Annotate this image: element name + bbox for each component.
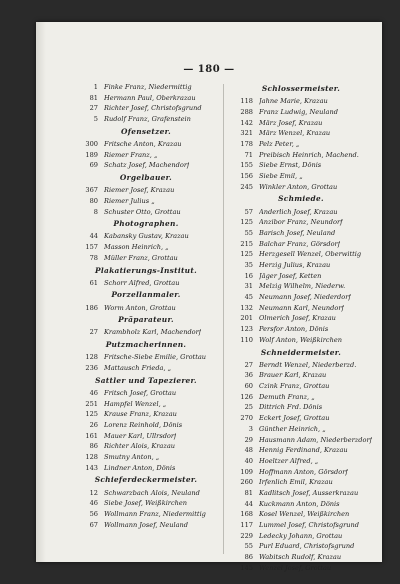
section-heading: Putzmacherinnen.	[105, 340, 187, 350]
directory-entry	[72, 509, 220, 520]
house-number: 125	[240, 250, 253, 259]
house-number: 25	[244, 403, 253, 412]
entry-name: Finke Franz, Niedermittig	[104, 83, 192, 91]
directory-entry	[72, 93, 220, 104]
entry-name: Lummel Josef, Christofsgrund	[259, 521, 360, 529]
entry-name: Barisch Josef, Neuland	[259, 228, 336, 237]
directory-entry	[227, 509, 375, 520]
house-number: 161	[85, 431, 98, 440]
entry-name: Olmerich Josef, Krazau	[259, 314, 336, 323]
house-number: 142	[240, 118, 253, 127]
house-number: 86	[244, 553, 253, 562]
directory-entry	[72, 185, 220, 196]
entry-name: Mauer Karl, Ullrsdorf	[104, 431, 177, 440]
house-number: 143	[85, 463, 98, 472]
directory-entry	[227, 281, 375, 292]
entry-name: Czink Franz, Grottau	[259, 382, 330, 391]
directory-entry	[72, 150, 220, 161]
entry-name: Kabansky Gustav, Krazau	[104, 232, 189, 241]
directory-entry	[72, 352, 220, 363]
entry-name: Fritsche Anton, Krazau	[104, 139, 182, 148]
page-number: — 180 —	[183, 64, 235, 75]
house-number: 201	[240, 314, 253, 323]
entry-name: März Wenzel, Krazau	[259, 129, 331, 138]
section-heading: Ofensetzer.	[121, 126, 171, 136]
house-number: 27	[89, 104, 98, 113]
house-number: 45	[244, 293, 253, 302]
house-number: 178	[240, 139, 253, 148]
entry-name: Ledecky Johann, Grottau	[259, 531, 343, 540]
page-spine	[36, 22, 46, 562]
house-number: 260	[240, 478, 253, 487]
left-column	[72, 82, 220, 530]
directory-entry	[227, 381, 375, 392]
directory-entry	[227, 96, 375, 107]
entry-name: Kuckmann Anton, Dönis	[259, 499, 340, 508]
column-divider	[223, 84, 224, 554]
directory-entry	[72, 114, 220, 125]
entry-name: Jahne Marie, Krazau	[259, 97, 328, 106]
directory-entry	[227, 292, 375, 303]
house-number: 3	[248, 424, 253, 433]
entry-name: Lorenz Reinhold, Dönis	[104, 420, 183, 429]
entry-name: Wolf Anton, Weißkirchen	[259, 335, 343, 344]
house-number: 81	[244, 488, 253, 497]
entry-name: März Josef, Krazau	[259, 118, 323, 127]
house-number: 321	[240, 129, 253, 138]
directory-entry	[227, 520, 375, 531]
directory-entry	[227, 160, 375, 171]
entry-name: Hermann Paul, Oberkrazau	[104, 93, 196, 102]
house-number: 229	[240, 531, 253, 540]
directory-entry	[72, 278, 220, 289]
directory-entry	[72, 409, 220, 420]
directory-entry	[72, 327, 220, 338]
directory-entry	[227, 456, 375, 467]
entry-name: Hennig Ferdinand, Krazau	[259, 446, 348, 455]
directory-entry	[227, 445, 375, 456]
house-number: 168	[240, 510, 253, 519]
house-number: 44	[89, 232, 98, 241]
house-number: 157	[85, 243, 98, 252]
house-number: 236	[85, 364, 98, 372]
house-number: 123	[240, 325, 253, 334]
directory-entry	[72, 242, 220, 253]
directory-entry	[227, 531, 375, 542]
directory-entry	[227, 260, 375, 271]
section-heading: Schlossermeister.	[261, 84, 341, 93]
entry-name: Wollmann Franz, Niedermittig	[104, 509, 206, 518]
entry-name: Anderlich Josef, Krazau	[259, 207, 338, 216]
right-column	[227, 82, 375, 573]
section-heading: Porzellanmaler.	[111, 290, 181, 300]
entry-name: Riemer Julius „	[104, 196, 155, 205]
entry-name: Fritsch Josef, Grottau	[104, 388, 177, 397]
entry-name: Dittrich Frd. Dönis	[259, 403, 323, 412]
entry-name: Hoeltzer Alfred, „	[259, 456, 319, 465]
directory-entry	[72, 231, 220, 242]
entry-name: Franz Ludwig, Neuland	[259, 107, 338, 116]
house-number: 300	[85, 139, 98, 148]
entry-name: Rudolf Franz, Grafenstein	[104, 115, 191, 124]
entry-name: Schwarzbach Alois, Neuland	[104, 488, 200, 497]
directory-entry	[72, 139, 220, 150]
entry-name: Melzig Wilhelm, Niederw.	[259, 282, 346, 291]
house-number: 132	[240, 303, 253, 312]
directory-entry	[227, 435, 375, 446]
house-number: 118	[240, 97, 253, 106]
directory-entry	[227, 499, 375, 510]
entry-name: Hampfel Wenzel, „	[104, 399, 167, 408]
house-number: 86	[89, 442, 98, 451]
entry-name: Smutny Anton, „	[104, 453, 160, 461]
entry-name: Kosel Wenzel, Weißkirchen	[259, 510, 350, 519]
entry-name: Neumann Karl, Neundorf	[259, 303, 344, 312]
directory-entry	[227, 249, 375, 260]
section-heading: Plakatierungs-Institut.	[95, 265, 197, 275]
house-number: 12	[89, 488, 98, 497]
directory-entry	[72, 498, 220, 509]
directory-entry	[227, 477, 375, 488]
entry-name: Irfenlich Emil, Krazau	[259, 478, 333, 487]
house-number: 48	[244, 446, 253, 455]
entry-name: Wabitsch Rudolf, Krazau	[259, 553, 342, 562]
directory-entry	[227, 335, 375, 346]
entry-name: Hausmann Adam, Niederberzdorf	[259, 435, 373, 444]
directory-entry	[227, 171, 375, 182]
house-number: 78	[89, 253, 98, 262]
entry-name: Lindner Anton, Dönis	[104, 463, 176, 472]
house-number: 270	[240, 414, 253, 423]
directory-entry	[72, 520, 220, 531]
directory-entry	[227, 118, 375, 129]
directory-entry	[227, 107, 375, 118]
directory-entry	[227, 303, 375, 314]
entry-name: Neumann Josef, Niederdorf	[259, 293, 351, 302]
house-number: 69	[89, 161, 98, 170]
house-number: 5	[93, 115, 98, 124]
house-number: 60	[244, 382, 253, 391]
section-heading: Schmiede.	[278, 194, 324, 204]
house-number: 46	[89, 388, 98, 397]
house-number: 288	[240, 107, 253, 116]
house-number: 44	[244, 499, 253, 508]
entry-name: Wollmann Josef, Neuland	[104, 520, 189, 529]
house-number: 156	[240, 172, 253, 180]
directory-entry	[72, 303, 220, 314]
section-heading: Schieferdeckermeister.	[94, 475, 198, 485]
directory-entry	[227, 271, 375, 282]
directory-entry	[72, 207, 220, 218]
house-number: 80	[89, 196, 98, 205]
entry-name: Schuster Otto, Grottau	[104, 207, 181, 216]
directory-entry	[72, 420, 220, 431]
entry-name: Berndt Wenzel, Niederberzd.	[259, 360, 357, 369]
entry-name: Krambholz Karl, Machendorf	[104, 328, 202, 337]
entry-name: Persfor Anton, Dönis	[259, 325, 329, 334]
house-number: 27	[244, 360, 253, 369]
document-page	[36, 22, 382, 572]
house-number: 186	[85, 303, 98, 312]
section-heading: Orgelbauer.	[119, 173, 173, 182]
entry-name: Eckert Josef, Grottau	[259, 414, 330, 423]
directory-entry	[72, 160, 220, 171]
house-number: 46	[89, 499, 98, 508]
house-number: 125	[85, 410, 98, 419]
entry-name: Siebe Josef, Weißkirchen	[104, 499, 188, 508]
directory-entry	[227, 402, 375, 413]
directory-entry	[227, 360, 375, 371]
entry-name: Anzibor Franz, Neundorf	[259, 218, 343, 227]
directory-entry	[227, 207, 375, 218]
entry-name: Masson Heinrich, „	[104, 243, 169, 252]
house-number: 55	[244, 542, 253, 551]
section-heading: Schneidermeister.	[260, 347, 342, 357]
house-number: 61	[89, 278, 98, 287]
directory-entry	[227, 392, 375, 403]
house-number: 117	[240, 521, 253, 529]
house-number: 128	[85, 353, 98, 362]
directory-entry	[227, 488, 375, 499]
directory-entry	[72, 363, 220, 374]
directory-entry	[227, 313, 375, 324]
house-number: 109	[240, 467, 253, 476]
directory-entry	[227, 563, 375, 574]
entry-name: Siebe Ernst, Dönis	[259, 161, 322, 170]
house-number: 245	[240, 182, 253, 191]
entry-name: Herzgesell Wenzel, Oberwittig	[259, 250, 362, 259]
house-number: 40	[244, 456, 253, 465]
house-number: 26	[89, 420, 98, 429]
house-number: 71	[244, 150, 253, 159]
directory-entry	[227, 413, 375, 424]
directory-entry	[72, 452, 220, 463]
directory-entry	[72, 431, 220, 442]
directory-entry	[227, 228, 375, 239]
house-number: 56	[89, 509, 98, 518]
house-number: 126	[240, 392, 253, 401]
house-number: 35	[244, 261, 253, 269]
directory-entry	[227, 324, 375, 335]
entry-name: Mattausch Frieda, „	[104, 364, 172, 372]
entry-name: Riemer Josef, Krazau	[104, 186, 175, 195]
entry-name: Riemer Franz, „	[104, 150, 158, 159]
directory-entry	[227, 239, 375, 250]
house-number: 16	[244, 271, 253, 280]
section-heading: Sattler und Tapezierer.	[95, 375, 197, 385]
house-number: 36	[244, 371, 253, 380]
house-number: 189	[85, 150, 98, 159]
house-number: 128	[85, 453, 98, 461]
entry-name: Worm Anton, Grottau	[104, 303, 176, 312]
directory-entry	[227, 370, 375, 381]
directory-entry	[72, 82, 220, 93]
house-number: 55	[244, 228, 253, 237]
directory-entry	[72, 388, 220, 399]
entry-name: Richter Alois, Krazau	[104, 442, 175, 451]
section-heading: Präparateur.	[118, 315, 174, 325]
directory-entry	[227, 139, 375, 150]
entry-name: Pelz Peter, „	[259, 139, 300, 148]
house-number: 1	[93, 83, 98, 91]
entry-name: Preibisch Heinrich, Machend.	[259, 150, 359, 159]
entry-name: Schorr Alfred, Grottau	[104, 278, 180, 287]
directory-entry	[227, 467, 375, 478]
entry-name: Jäger Josef, Ketten	[259, 271, 322, 280]
entry-name: Schatz Josef, Machendorf	[104, 161, 190, 170]
entry-name: Richter Josef, Christofsgrund	[104, 104, 202, 113]
entry-name: Müller Franz, Grottau	[104, 253, 178, 262]
directory-entry	[227, 552, 375, 563]
directory-entry	[72, 488, 220, 499]
directory-entry	[72, 103, 220, 114]
directory-entry	[227, 424, 375, 435]
directory-entry	[227, 150, 375, 161]
entry-name: Herzig Julius, Krazau	[259, 261, 331, 269]
section-heading: Photographen.	[113, 219, 179, 229]
entry-name: Brauer Karl, Krazau	[259, 371, 327, 380]
directory-entry	[227, 128, 375, 139]
house-number: 31	[244, 282, 253, 291]
house-number: 81	[89, 93, 98, 102]
directory-entry	[72, 196, 220, 207]
entry-name: Purl Eduard, Christofsgrund	[259, 542, 355, 551]
house-number: 367	[85, 186, 98, 195]
house-number: 57	[244, 207, 253, 216]
entry-name: Günther Heinrich, „	[259, 424, 326, 433]
entry-name: Kadlitsch Josef, Ausserkrazau	[259, 488, 359, 497]
house-number: 125	[240, 218, 253, 227]
entry-name: Demuth Franz, „	[259, 392, 315, 401]
house-number: 29	[244, 435, 253, 444]
directory-entry	[72, 463, 220, 474]
house-number: 27	[89, 328, 98, 337]
house-number: 8	[93, 207, 98, 216]
entry-name: Winkler Anton, Grottau	[259, 182, 338, 191]
house-number: 155	[240, 161, 253, 170]
house-number: 110	[240, 335, 253, 344]
entry-name: Fritsche-Siebe Emilie, Grottau	[104, 353, 207, 362]
house-number: 145	[240, 563, 253, 572]
directory-entry	[227, 541, 375, 552]
entry-name: Krause Franz, Krazau	[104, 410, 177, 419]
entry-name: Siebe Emil, „	[259, 172, 303, 180]
house-number: 215	[240, 239, 253, 248]
entry-name: Wenzel Josef, Grottau	[259, 563, 332, 572]
entry-name: Hoffmann Anton, Görsdorf	[259, 467, 348, 476]
directory-entry	[72, 441, 220, 452]
directory-entry	[227, 182, 375, 193]
directory-entry	[72, 399, 220, 410]
entry-name: Balchar Franz, Görsdorf	[259, 239, 341, 248]
directory-entry	[72, 253, 220, 264]
house-number: 251	[85, 399, 98, 408]
directory-entry	[227, 217, 375, 228]
house-number: 67	[89, 520, 98, 529]
